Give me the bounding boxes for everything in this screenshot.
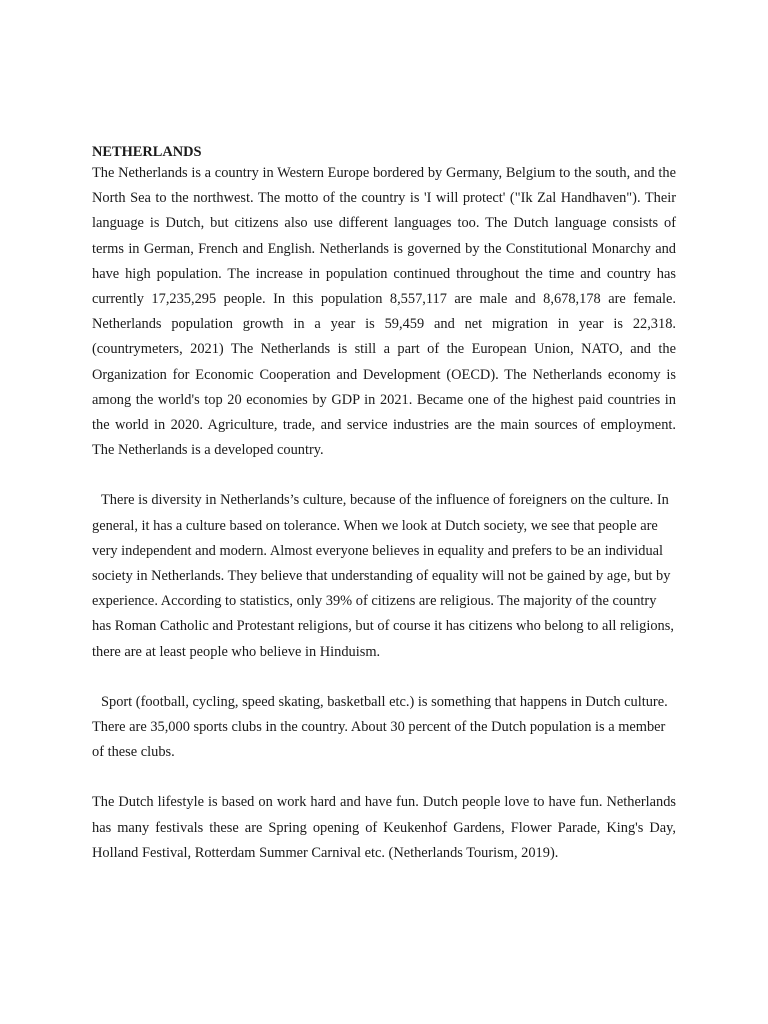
paragraph-culture: There is diversity in Netherlands’s culture, because of the influence of foreigners on the culture. In general, it has a culture based on tolerance. When we look at Dutch society, we see that people are very independent and modern. Almost everyone believes in equality and prefers to be an individual society in Netherlands. They believe that understanding of equality will not be gained by age, but by experience. According to statistics, only 39% of citizens are religious. The majority of the country has Roman Catholic and Protestant religions, but of course it has citizens who belong to all religions, there are at least people who believe in Hinduism. (92, 492, 674, 660)
document-body (92, 144, 676, 866)
paragraph-overview: The Netherlands is a country in Western Europe bordered by Germany, Belgium to the south, and the North Sea to the northwest. The motto of the country is 'I will protect' ("Ik Zal Handhaven"). Their language is Dutch, but citizens also use different languages too. The Dutch language consists of terms in German, French and English. Netherlands is governed by the Constitutional Monarchy and have high population. The increase in population continued throughout the time and country has currently 17,235,295 people. In this population 8,557,117 are male and 8,678,178 are female. Netherlands population growth in a year is 59,459 and net migration in year is 22,318. (countrymeters, 2021) The Netherlands is still a part of the European Union, NATO, and the Organization for Economic Cooperation and Development (OECD). The Netherlands economy is among the world's top 20 economies by GDP in 2021. Became one of the highest paid countries in the world in 2020. Agriculture, trade, and service industries are the main sources of employment. The Netherlands is a developed country. (92, 165, 676, 459)
document-title: NETHERLANDS (92, 144, 202, 160)
paragraph-lifestyle: The Dutch lifestyle is based on work hard and have fun. Dutch people love to have fun. Netherlands has many festivals these are Spring opening of Keukenhof Gardens, Flower Parade, King's Day, Holland Festival, Rotterdam Summer Carnival etc. (Netherlands Tourism, 2019). (92, 794, 676, 861)
paragraph-sport: Sport (football, cycling, speed skating, basketball etc.) is something that happens in Dutch culture. There are 35,000 sports clubs in the country. About 30 percent of the Dutch population is a member of these clubs. (92, 693, 668, 761)
